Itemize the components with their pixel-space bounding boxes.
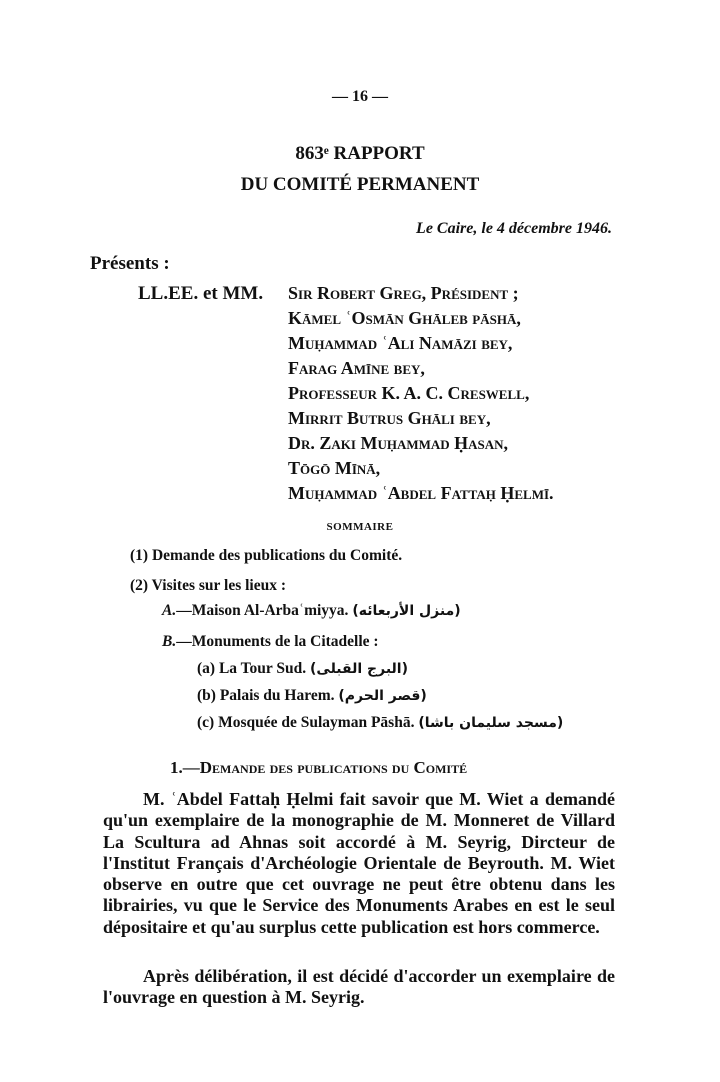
sub-b-item-text: (b) Palais du Harem.	[197, 687, 335, 704]
presents-label: Présents :	[90, 253, 170, 274]
section-heading-text: —Demande des publications du Comité	[182, 758, 468, 777]
sub-b-item-arabic: (البرج القبلى)	[310, 661, 408, 677]
body-paragraph: Après délibération, il est décidé d'accorder un exemplaire de l'ouvrage en question à M. Seyrig.	[103, 966, 615, 1008]
summary-sub-b	[162, 633, 379, 651]
sub-b-label: B.	[162, 633, 177, 650]
section-heading-number: 1.	[170, 758, 183, 777]
member-name: Kāmel ʿOsmān Ghāleb pāshā,	[288, 308, 521, 328]
member-name: Sir Robert Greg, Président ;	[288, 283, 519, 303]
sub-a-arabic: (منزل الأربعائه)	[352, 603, 461, 619]
summary-sub-b-item	[197, 660, 408, 678]
member-name: Tōgō Mīnā,	[288, 458, 381, 478]
member-name: Mirrit Butrus Ghāli bey,	[288, 408, 491, 428]
sub-b-item-text: (c) Mosquée de Sulayman Pāshā.	[197, 714, 415, 731]
member-name: Farag Amīne bey,	[288, 358, 425, 378]
summary-item-1: (1) Demande des publications du Comité.	[130, 547, 403, 564]
sub-a-text: —Maison Al-Arbaʿmiyya.	[176, 602, 349, 619]
report-title: 863ᵉ RAPPORT	[295, 143, 425, 164]
summary-sub-b-item	[197, 687, 427, 705]
sub-a-label: A.	[162, 602, 177, 619]
summary-title: SOMMAIRE	[326, 521, 394, 533]
section-heading	[170, 758, 467, 778]
member-name: Muḥammad ʿAli Namāzi bey,	[288, 333, 513, 353]
member-name: Muḥammad ʿAbdel Fattaḥ Ḥelmī.	[288, 483, 554, 503]
page-number: — 16 —	[332, 88, 388, 105]
committee-title: DU COMITÉ PERMANENT	[240, 174, 480, 195]
summary-sub-a	[162, 602, 461, 620]
date-line: Le Caire, le 4 décembre 1946.	[416, 220, 612, 237]
sub-b-item-arabic: (قصر الحرم)	[338, 688, 427, 704]
attendance-lead: LL.EE. et MM.	[138, 283, 264, 304]
sub-b-item-text: (a) La Tour Sud.	[197, 660, 307, 677]
sub-b-item-arabic: (مسجد سليمان باشا)	[418, 715, 564, 731]
member-name: Professeur K. A. C. Creswell,	[288, 383, 530, 403]
member-name: Dr. Zaki Muḥammad Ḥasan,	[288, 433, 509, 453]
sub-b-text: —Monuments de la Citadelle :	[176, 633, 379, 650]
summary-item-2: (2) Visites sur les lieux :	[130, 577, 286, 594]
body-paragraph: M. ʿAbdel Fattaḥ Ḥelmi fait savoir que M. Wiet a demandé qu'un exemplaire de la monographie de M. Monneret de Villard La Scultura ad Ahnas soit accordé à M. Seyrig, Dircteur de l'Institut Français d'Archéologie Orientale de Beyrouth. M. Wiet observe en outre que cet ouvrage ne peut être obtenu dans les librairies, vu que le Service des Monuments Arabes en est le seul dépositaire et qu'au surplus cette publication est hors commerce.	[103, 789, 615, 937]
summary-sub-b-item	[197, 714, 563, 732]
